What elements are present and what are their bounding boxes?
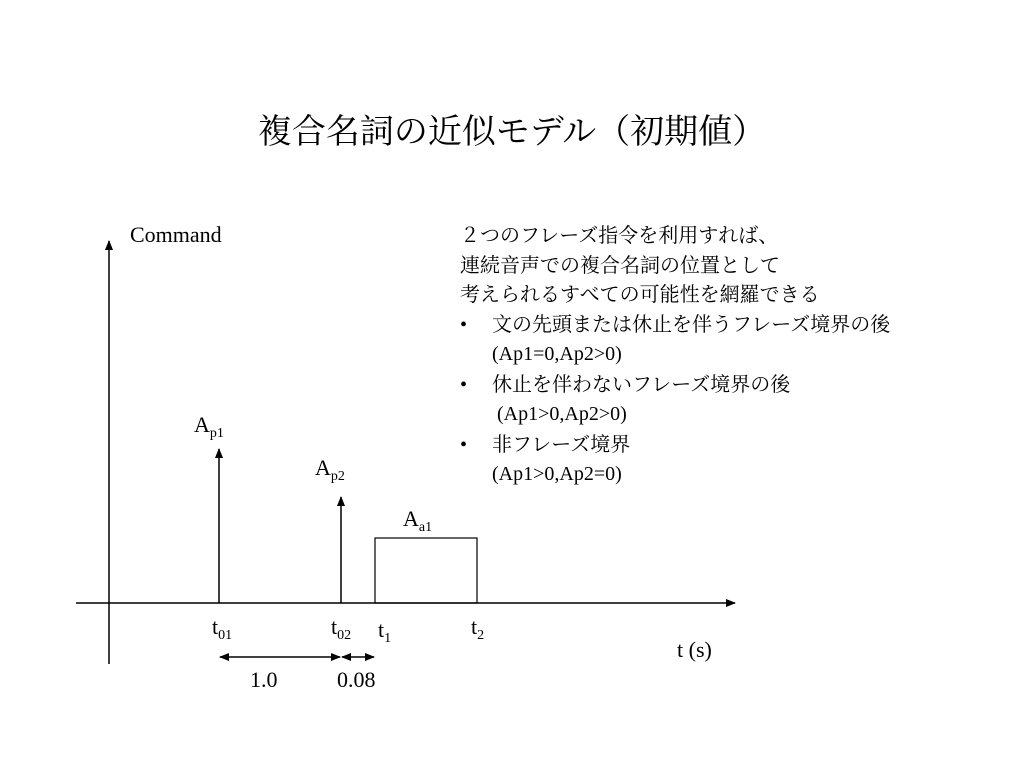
note-line: 連続音声での複合名詞の位置として — [460, 252, 780, 277]
accent-label: $A_{a1}$ — [403, 506, 433, 535]
tick-label-t1: $t_1$ — [378, 617, 392, 646]
bullet-symbol: • — [460, 433, 468, 456]
bullet-item — [460, 310, 1010, 341]
bullet-symbol: • — [460, 313, 468, 336]
tick-label-t01: $t_{01}$ — [212, 614, 233, 643]
bullet-text: 休止を伴わないフレーズ境界の後 — [492, 371, 791, 396]
bullet-item — [460, 370, 1010, 401]
bullet-condition: (Ap1=0,Ap2>0) — [492, 343, 622, 365]
impulse-2-label: $A_{p2}$ — [315, 455, 345, 484]
interval-1-label: 1.0 — [250, 667, 278, 692]
bullet-text: 非フレーズ境界 — [492, 431, 631, 456]
tick-label-t02: $t_{02}$ — [331, 614, 352, 643]
explanation-notes — [460, 221, 1010, 490]
bullet-text: 文の先頭または休止を伴うフレーズ境界の後 — [492, 311, 891, 336]
bullet-item — [460, 430, 1010, 461]
slide-title: 複合名詞の近似モデル（初期値） — [257, 112, 767, 152]
x-axis-label: t (s) — [677, 637, 712, 662]
tick-label-t2: $t_2$ — [471, 614, 485, 643]
impulse-1-label: $A_{p1}$ — [194, 412, 224, 441]
bullet-condition: (Ap1>0,Ap2=0) — [492, 463, 622, 485]
note-line: 考えられるすべての可能性を網羅できる — [460, 282, 820, 306]
bullet-condition: (Ap1>0,Ap2>0) — [492, 403, 627, 425]
bullet-symbol: • — [460, 373, 468, 396]
accent-command-box — [375, 538, 477, 603]
y-axis-label: Command — [130, 222, 222, 247]
note-line: ２つのフレーズ指令を利用すれば、 — [460, 223, 779, 247]
interval-2-label: 0.08 — [337, 667, 376, 692]
